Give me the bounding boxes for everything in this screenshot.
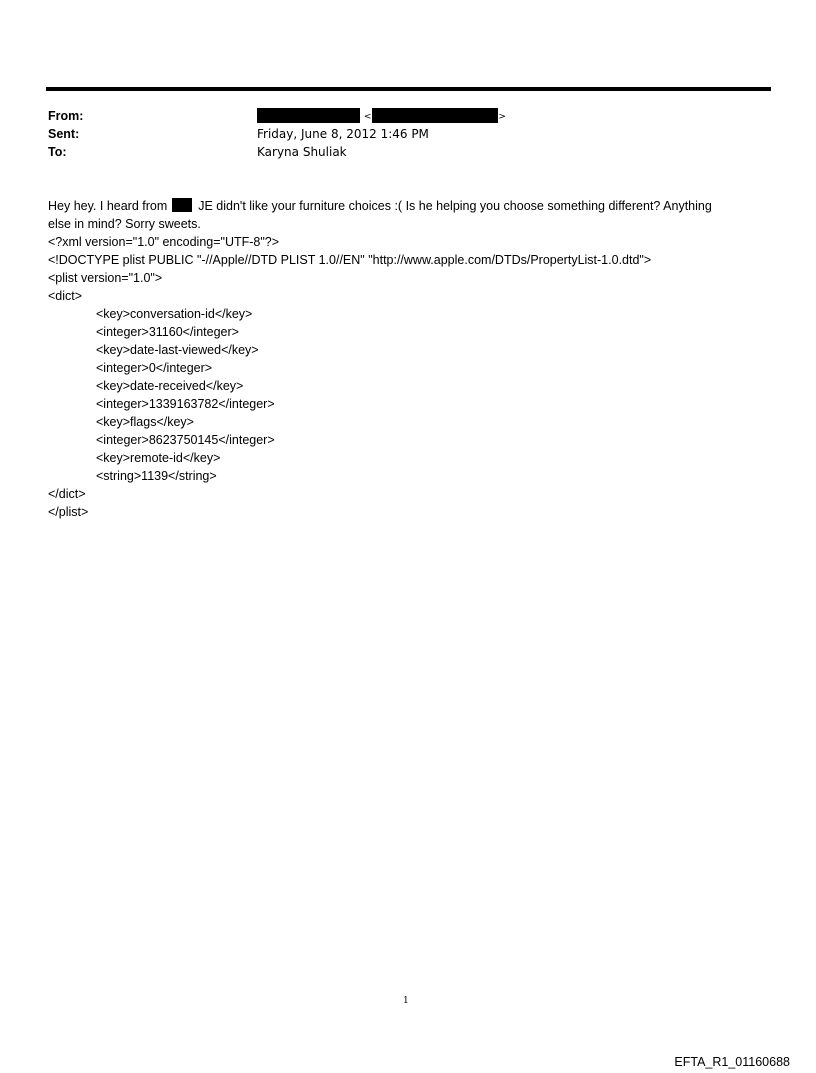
xml-plist-open: <plist version="1.0"> <box>48 271 163 285</box>
header-rule <box>46 87 771 91</box>
xml-dict-line: <key>flags</key> <box>96 415 194 429</box>
xml-dict-line: <key>date-received</key> <box>96 379 244 393</box>
message-body <box>48 197 773 521</box>
message-line-1-end: JE didn't like your furniture choices :( Is he helping you choose something different? Anything <box>198 199 712 213</box>
xml-dict-line: <key>conversation-id</key> <box>96 307 253 321</box>
xml-dict-line: <integer>1339163782</integer> <box>96 397 275 411</box>
xml-dict-close: </dict> <box>48 487 86 501</box>
redacted-name <box>172 198 192 212</box>
to-value: Karyna Shuliak <box>257 145 347 159</box>
to-label: To: <box>48 145 67 159</box>
xml-declaration: <?xml version="1.0" encoding="UTF-8"?> <box>48 235 280 249</box>
xml-doctype: <!DOCTYPE plist PUBLIC "-//Apple//DTD PLIST 1.0//EN" "http://www.apple.com/DTDs/PropertyList-1.0.dtd"> <box>48 253 652 267</box>
xml-dict-open: <dict> <box>48 289 83 303</box>
redacted-sender-name <box>257 108 360 123</box>
xml-dict-line: <key>date-last-viewed</key> <box>96 343 259 357</box>
xml-dict-line: <string>1139</string> <box>96 469 217 483</box>
xml-plist-close: </plist> <box>48 505 89 519</box>
sent-label: Sent: <box>48 127 80 141</box>
xml-dict-line: <integer>8623750145</integer> <box>96 433 275 447</box>
xml-dict-line: <integer>0</integer> <box>96 361 213 375</box>
page-number: 1 <box>403 996 409 1006</box>
redacted-sender-email <box>372 108 498 123</box>
document-id: EFTA_R1_01160688 <box>674 1055 790 1069</box>
xml-dict-line: <key>remote-id</key> <box>96 451 221 465</box>
sent-value: Friday, June 8, 2012 1:46 PM <box>257 127 429 141</box>
message-line-1 <box>48 197 773 215</box>
from-open-bracket: < <box>363 112 372 122</box>
from-label: From: <box>48 109 84 123</box>
from-value <box>257 107 506 126</box>
xml-dict-line: <integer>31160</integer> <box>96 325 239 339</box>
from-close-bracket: > <box>498 112 506 122</box>
message-line-2: else in mind? Sorry sweets. <box>48 217 201 231</box>
message-line-1-start: Hey hey. I heard from <box>48 199 168 213</box>
